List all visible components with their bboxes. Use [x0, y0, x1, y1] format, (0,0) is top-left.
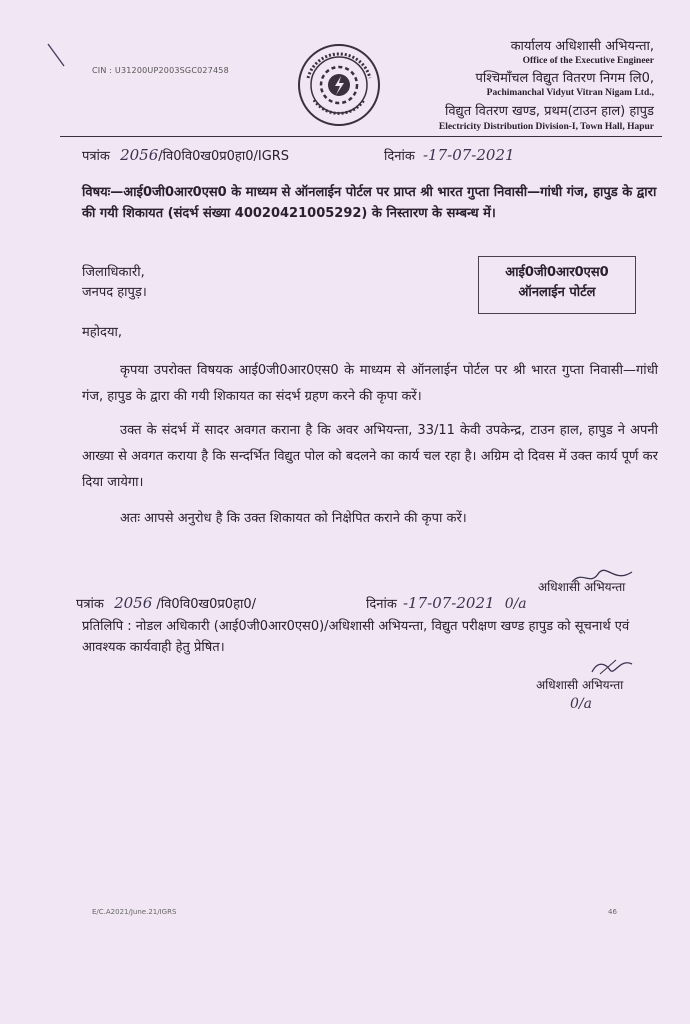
header-divider — [60, 136, 662, 137]
company-seal-icon — [296, 42, 382, 128]
copy-ref-initials-handwritten: 0/a — [504, 596, 527, 612]
paragraph-3: अतः आपसे अनुरोध है कि उक्त शिकायत को निक्षेपित कराने की कृपा करें। — [120, 511, 467, 526]
ref-date-label: दिनांक — [384, 149, 415, 164]
copy-ref-line — [76, 594, 256, 612]
ref-date-handwritten: -17-07-2021 — [422, 146, 515, 164]
recipient-line-2: जनपद हापुड़। — [82, 285, 147, 300]
initials-2-handwritten: 0/a — [570, 696, 592, 712]
copy-text: प्रतिलिपि : नोडल अधिकारी (आई0जी0आर0एस0)/अधिशासी अभियन्ता, विद्युत परीक्षण खण्ड हापुड को सूचनार्थ एवं आवश्यक कार्यवाही हेतु प्रेषित। — [82, 619, 630, 655]
office-title-english: Office of the Executive Engineer — [522, 56, 654, 66]
division-name-english: Electricity Distribution Division-I, Town Hall, Hapur — [438, 122, 654, 132]
division-name-hindi: विद्युत वितरण खण्ड, प्रथम(टाउन हाल) हापुड — [444, 104, 654, 119]
pen-mark-icon — [44, 40, 68, 70]
copy-ref-number-handwritten: 2056 — [114, 594, 153, 612]
signatory-2: अधिशासी अभियन्ता — [536, 678, 624, 692]
nigam-name-english: Pachimanchal Vidyut Vitran Nigam Ltd., — [486, 88, 654, 98]
office-title-hindi: कार्यालय अधिशासी अभियन्ता, — [510, 39, 654, 54]
portal-box-line-2: ऑनलाईन पोर्टल — [518, 285, 596, 300]
portal-box-line-1: आई0जी0आर0एस0 — [505, 265, 609, 280]
salutation: महोदया, — [82, 325, 122, 340]
copy-ref-code: /वि0वि0ख0प्र0हा0/ — [156, 597, 256, 612]
ref-line — [82, 146, 289, 164]
signatory-1: अधिशासी अभियन्ता — [538, 580, 626, 594]
ref-date — [384, 146, 515, 164]
footer-code: E/C.A2021/June.21/IGRS — [92, 908, 177, 916]
copy-ref-date-label: दिनांक — [366, 597, 397, 612]
subject-text: विषयः—आई0जी0आर0एस0 के माध्यम से ऑनलाईन पोर्टल पर प्राप्त श्री भारत गुप्ता निवासी—गांधी गंज, हापुड के द्वारा की गयी शिकायत (संदर्भ संख्या 40020421005292) के निस्तारण के सम्बन्ध में। — [82, 185, 657, 221]
paragraph-2: उक्त के संदर्भ में सादर अवगत कराना है कि अवर अभियन्ता, 33/11 केवी उपकेन्द्र, टाउन हाल, हापुड ने अपनी आख्या से अवगत कराया है कि सन्दर्भित विद्युत पोल को बदलने का कार्य चल रहा है। अग्रिम दो दिवस में उक्त कार्य पूर्ण कर दिया जायेगा। — [82, 423, 658, 490]
signature-scribble-2-icon — [586, 654, 636, 678]
copy-ref-label: पत्रांक — [76, 597, 104, 612]
copy-ref-date — [366, 594, 527, 612]
footer-page-number: 46 — [608, 908, 617, 916]
ref-number-handwritten: 2056 — [120, 146, 159, 164]
nigam-name-hindi: पश्चिमाँचल विद्युत वितरण निगम लि0, — [475, 71, 654, 86]
ref-code: /वि0वि0ख0प्र0हा0/IGRS — [158, 149, 290, 164]
copy-ref-date-handwritten: -17-07-2021 — [402, 594, 495, 612]
recipient-line-1: जिलाधिकारी, — [82, 265, 145, 280]
cin-number: CIN : U31200UP2003SGC027458 — [92, 66, 229, 75]
portal-box — [478, 256, 636, 314]
ref-label: पत्रांक — [82, 149, 110, 164]
paragraph-1: कृपया उपरोक्त विषयक आई0जी0आर0एस0 के माध्यम से ऑनलाईन पोर्टल पर श्री भारत गुप्ता निवासी—गांधी गंज, हापुड के द्वारा की गयी शिकायत का संदर्भ ग्रहण करने की कृपा करें। — [82, 363, 658, 404]
